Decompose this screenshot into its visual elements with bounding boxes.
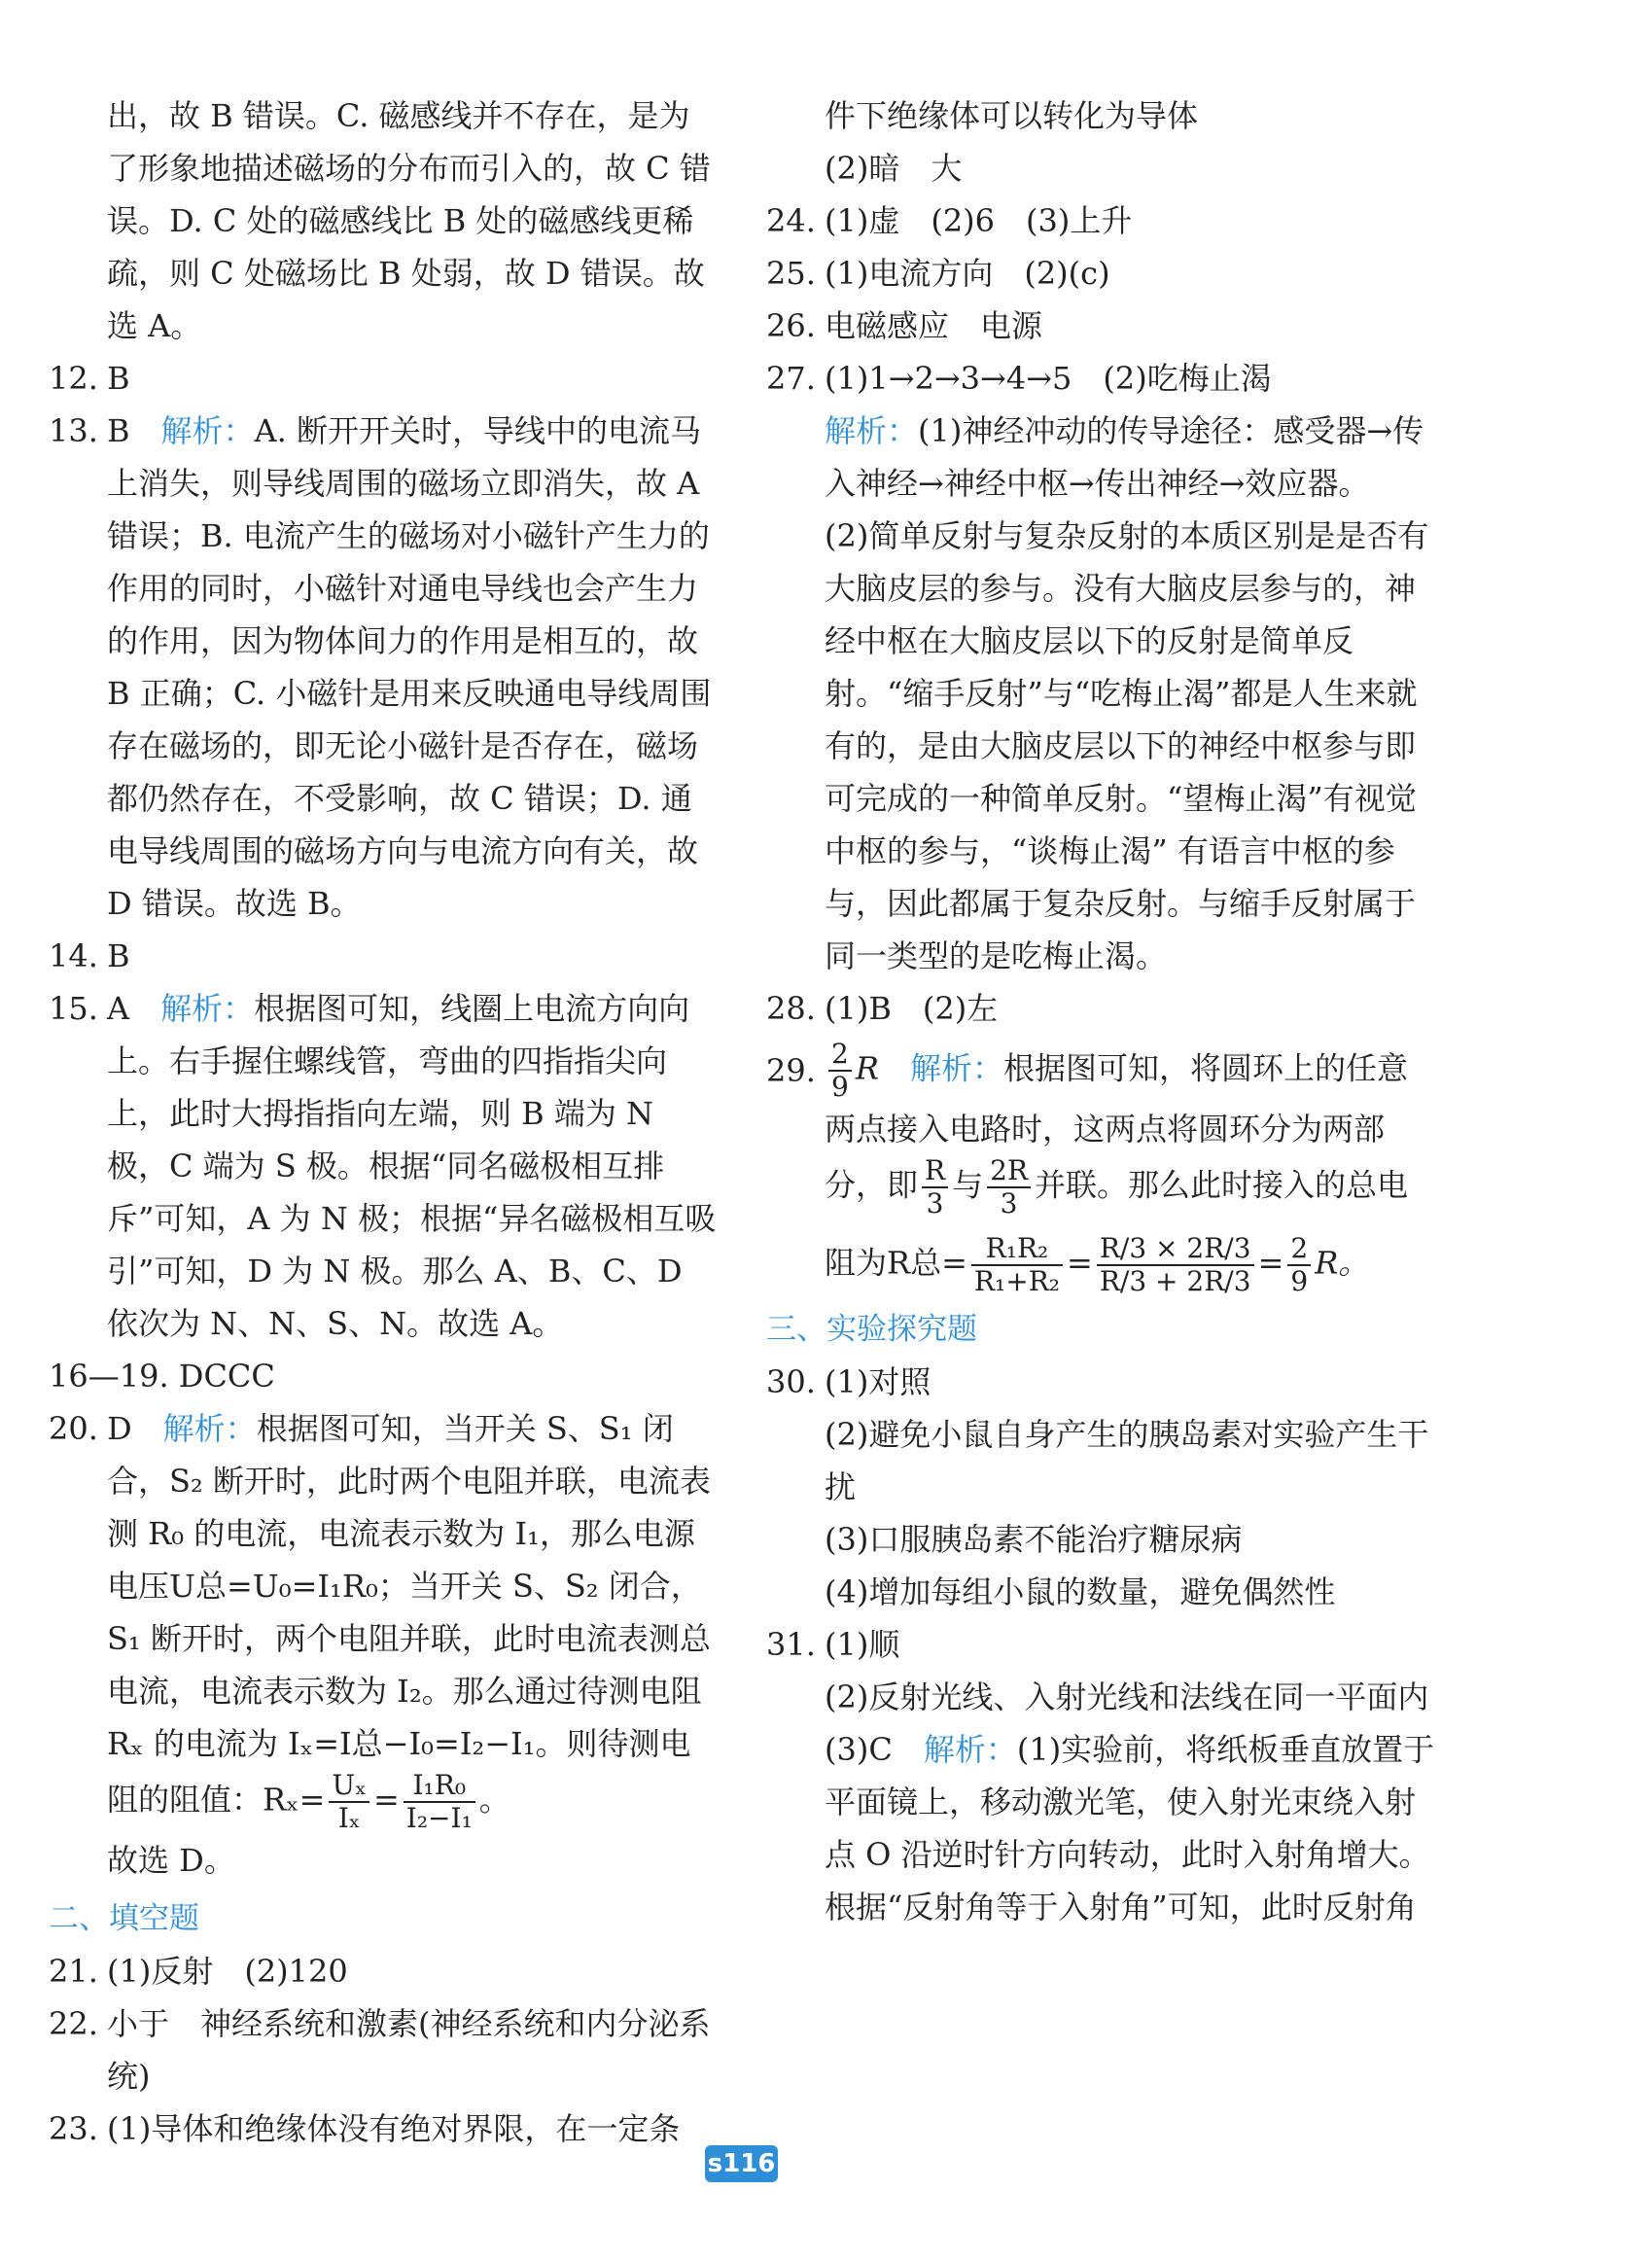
q29-fraction-2R3: $\frac{2R}{3}$ [987, 1155, 1031, 1219]
q26-number: 26. [766, 307, 816, 344]
q30 [766, 1356, 1437, 1618]
q13-analysis: A. 断开开关时，导线中的电流马上消失，则导线周围的磁场立即消失，故 A 错误；B. 电流产生的磁场对小磁针产生力的作用的同时，小磁针对通电导线也会产生力的作用，因为物体间力的作用是相互的，故 B 正确；C. 小磁针是用来反映通电导线周围存在磁场的，即无论小磁针是否存在，磁场都仍然存在，不受影响，故 C 错误；D. 通电导线周围的磁场方向与电流方向有关，故 D 错误。故选 B。 [107, 412, 712, 922]
q27-analysis-2: (2)简单反射与复杂反射的本质区别是是否有大脑皮层的参与。没有大脑皮层参与的，神经中枢在大脑皮层以下的反射是简单反射。“缩手反射”与“吃梅止渴”都是人生来就有的，是由大脑皮层以下的神经中枢参与即可完成的一种简单反射。“望梅止渴”有视觉中枢的参与，“谈梅止渴” 有语言中枢的参与，因此都属于复杂反射。与缩手反射属于同一类型的是吃梅止渴。 [825, 517, 1429, 974]
q15 [49, 982, 720, 1350]
q23-number: 23. [49, 2110, 98, 2147]
q21 [49, 1945, 720, 1997]
q29-compound-fraction: $\frac{R/3 \times 2R/3}{R/3 + 2R/3}$ [1097, 1233, 1254, 1297]
q12-answer: B [107, 360, 130, 397]
q30-line-1: (1)对照 [825, 1363, 931, 1400]
q21-answer: (1)反射 (2)120 [107, 1953, 348, 1990]
q20-fraction-2: $\frac{\text{I₁R₀}}{\text{I₂−I₁}}$ [404, 1770, 475, 1834]
q23 [49, 2102, 720, 2155]
q23-continuation: 件下绝缘体可以转化为导体 [825, 97, 1199, 134]
q20-fraction-1: $\frac{\text{Uₓ}}{\text{Iₓ}}$ [329, 1770, 369, 1834]
q24 [766, 194, 1437, 247]
q12 [49, 352, 720, 405]
q29-fraction-R3: $\frac{R}{3}$ [922, 1155, 948, 1219]
q31-number: 31. [766, 1626, 816, 1663]
q20-equals: = [372, 1781, 400, 1819]
q20-analysis-label: 解析： [162, 1410, 257, 1447]
q21-number: 21. [49, 1953, 98, 1990]
page-number-badge: s116 [705, 2145, 778, 2182]
q30-line-2: (2)避免小鼠自身产生的胰岛素对实验产生干扰 [825, 1416, 1429, 1505]
q12-number: 12. [49, 360, 98, 397]
q26-answer: 电磁感应 电源 [825, 307, 1043, 344]
q14-number: 14. [49, 937, 98, 974]
q20-number: 20. [49, 1410, 98, 1447]
q30-line-4: (4)增加每组小鼠的数量，避免偶然性 [825, 1573, 1336, 1610]
q14 [49, 930, 720, 982]
q20-analysis: 根据图可知，当开关 S、S₁ 闭合，S₂ 断开时，此时两个电阻并联，电流表测 R₀ 的电流，电流表示数为 I₁，那么电源电压U总=U₀=I₁R₀；当开关 S、S₂ 闭合，S₁ 断开时，两个电阻并联，此时电流表测总电流，电流表示数为 I₂。那么通过待测电阻Rₓ 的电流为 Iₓ=I总−I₀=I₂−I₁。则待测电阻的阻值：Rₓ= [107, 1410, 711, 1819]
q22-number: 22. [49, 2005, 98, 2042]
q29-number: 29. [766, 1052, 816, 1089]
q15-number: 15. [49, 990, 98, 1027]
q31-analysis-label: 解析： [923, 1731, 1017, 1768]
q22-answer: 小于 神经系统和激素(神经系统和内分泌系统) [107, 2005, 711, 2095]
left-column [49, 89, 720, 2155]
q29-analysis-1: 根据图可知，将圆环上的任意两点接入电路时，这两点将圆环分为两部分，即 [825, 1049, 1408, 1204]
q13 [49, 405, 720, 930]
q24-answer: (1)虚 (2)6 (3)上升 [825, 202, 1133, 239]
q26 [766, 300, 1437, 352]
q15-analysis: 根据图可知，线圈上电流方向向上。右手握住螺线管，弯曲的四指指尖向上，此时大拇指指向左端，则 B 端为 N 极，C 端为 S 极。根据“同名磁极相互排斥”可知，A 为 N 极；根据“异名磁极相互吸引”可知，D 为 N 极。那么 A、B、C、D 依次为 N、N、S、N。故选 A。 [107, 990, 717, 1342]
q30-line-3: (3)口服胰岛素不能治疗糖尿病 [825, 1521, 1243, 1558]
q28 [766, 982, 1437, 1035]
q31-line-1: (1)顺 [825, 1626, 900, 1663]
section-fill-in-title: 二、填空题 [49, 1901, 199, 1936]
q31-line-2: (2)反射光线、入射光线和法线在同一平面内 [825, 1678, 1429, 1715]
q20-answer: D [107, 1410, 132, 1447]
q27-analysis-1: (1)神经冲动的传导途径：感受器→传入神经→神经中枢→传出神经→效应器。 [825, 412, 1424, 502]
q29-result-R: R。 [1315, 1244, 1370, 1282]
section-experiment-title: 三、实验探究题 [766, 1312, 977, 1347]
q27 [766, 352, 1437, 982]
q29-analysis-label: 解析： [909, 1049, 1003, 1087]
q29-analysis-2: 并联。那么此时接入的总电 [1035, 1166, 1409, 1204]
q13-number: 13. [49, 412, 98, 449]
q16-19-answer: DCCC [178, 1358, 275, 1395]
q29-equals: = [1067, 1244, 1093, 1282]
q13-analysis-label: 解析： [160, 412, 255, 449]
q25-answer: (1)电流方向 (2)(c) [825, 255, 1110, 292]
q25 [766, 247, 1437, 300]
q29-result-fraction: $\frac{2}{9}$ [1287, 1233, 1311, 1297]
q27-number: 27. [766, 360, 816, 397]
q13-answer: B [107, 412, 130, 449]
q24-number: 24. [766, 202, 816, 239]
q30-number: 30. [766, 1363, 816, 1400]
q29-fraction-R1R2: $\frac{\text{R₁R₂}}{\text{R₁+R₂}}$ [971, 1233, 1063, 1297]
q28-number: 28. [766, 990, 816, 1027]
q25-number: 25. [766, 255, 816, 292]
q20-tail: 故选 D。 [107, 1842, 235, 1879]
q20-period: 。 [478, 1781, 510, 1819]
q28-answer: (1)B (2)左 [825, 990, 999, 1027]
q29 [766, 1039, 1437, 1297]
q23-answer: (1)导体和绝缘体没有绝对界限，在一定条 [107, 2110, 681, 2147]
right-column [766, 89, 1437, 1933]
q29-total-label: 阻为R总= [825, 1244, 967, 1282]
q31-line-3-answer: (3)C [825, 1731, 893, 1768]
q15-answer: A [107, 990, 130, 1027]
q27-analysis-label: 解析： [825, 412, 919, 449]
q29-and: 与 [952, 1166, 984, 1204]
q14-answer: B [107, 937, 130, 974]
q31 [766, 1618, 1437, 1933]
q11-continuation: 出，故 B 错误。C. 磁感线并不存在，是为了形象地描述磁场的分布而引入的，故 C 错误。D. C 处的磁感线比 B 处的磁感线更稀疏，则 C 处磁场比 B 处弱，故 D 错误。故选 A。 [107, 97, 711, 344]
q20 [49, 1402, 720, 1887]
q16-19-number: 16—19. [49, 1358, 169, 1395]
q27-answer: (1)1→2→3→4→5 (2)吃梅止渴 [825, 360, 1272, 397]
q29-equation: 阻为R总= $\frac{\text{R₁R₂}}{\text{R₁+R₂}}$ = $\frac{R/3 \times 2R/3}{R/3 + 2R/3}$ = $\frac{2}{9}$ R。 [825, 1232, 1370, 1297]
q29-answer-fraction: $\frac{2}{9}$ [828, 1039, 852, 1103]
q15-analysis-label: 解析： [160, 990, 255, 1027]
q23-part2: (2)暗 大 [825, 150, 963, 187]
q22 [49, 1997, 720, 2102]
q31-analysis: (1)实验前，将纸板垂直放置于平面镜上，移动激光笔，使入射光束绕入射点 O 沿逆时针方向转动，此时入射角增大。根据“反射角等于入射角”可知，此时反射角 [825, 1731, 1435, 1925]
q29-answer-R: R [855, 1049, 879, 1087]
q16-19 [49, 1350, 720, 1402]
